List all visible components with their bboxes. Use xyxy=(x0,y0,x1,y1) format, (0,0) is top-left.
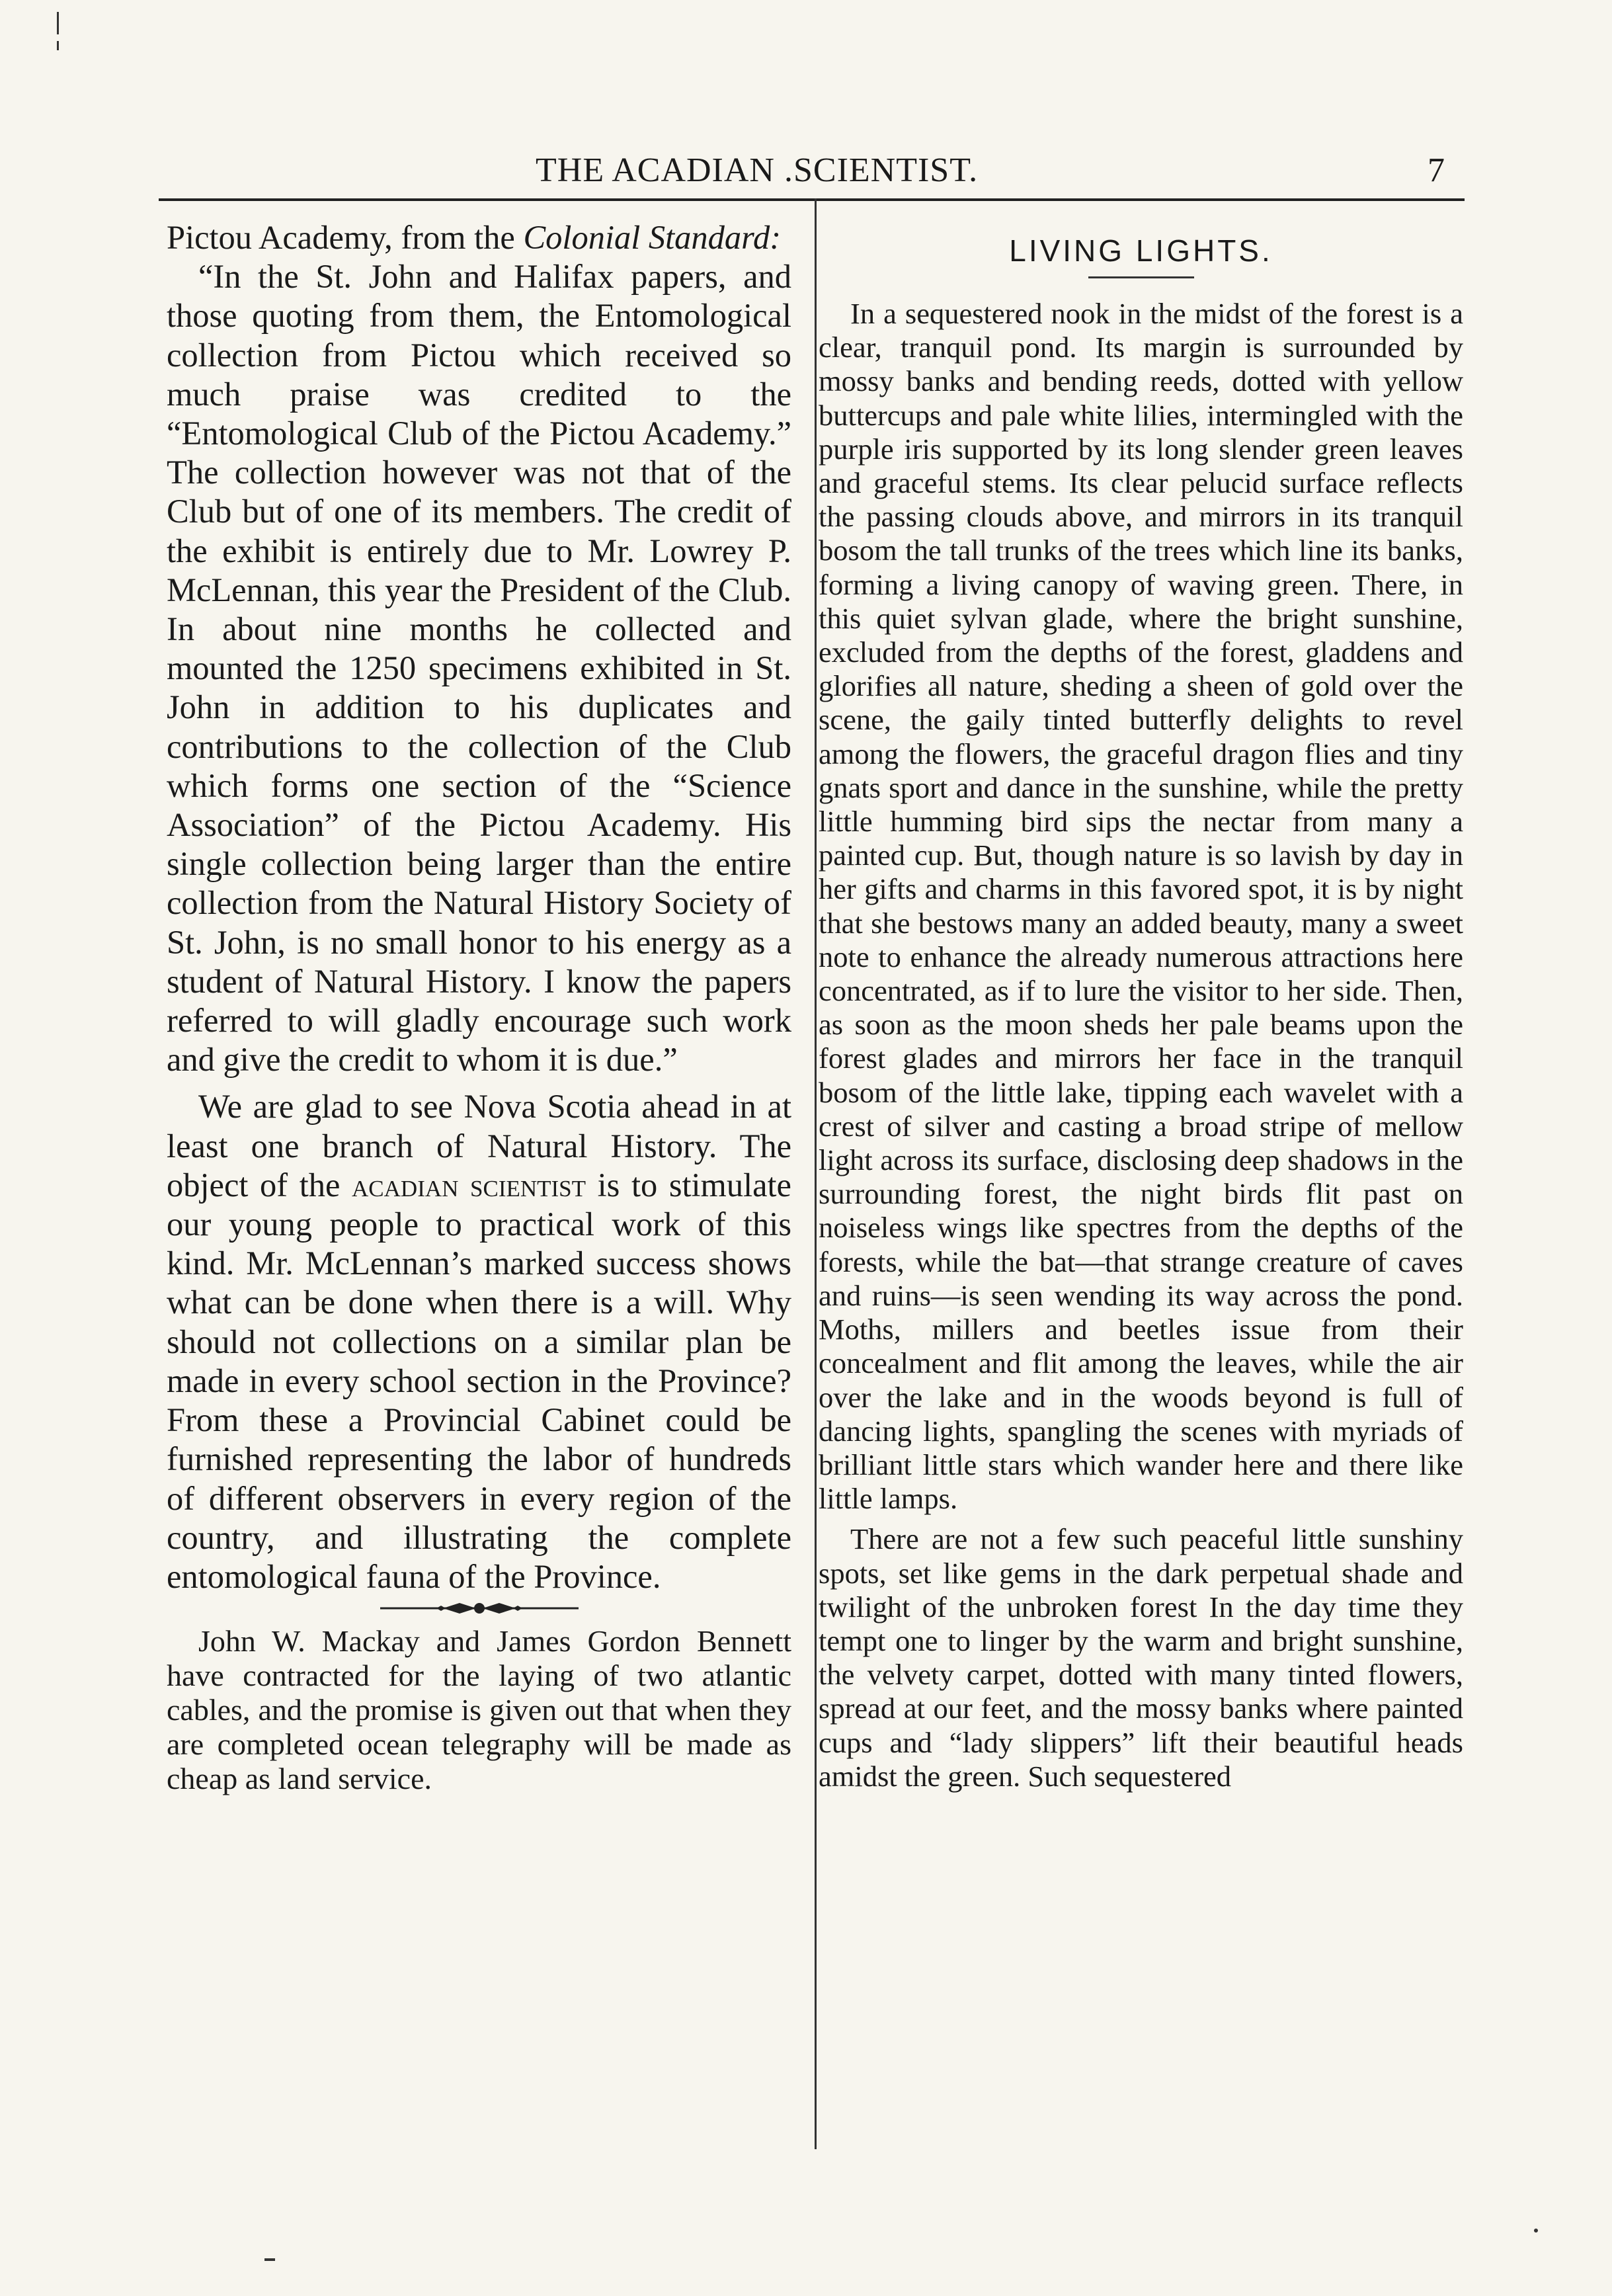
ornament-divider xyxy=(380,1600,579,1616)
scan-mark xyxy=(57,12,59,34)
news-note: John W. Mackay and James Gordon Bennett have contracted for the laying of two atlantic cables, and the promise is given out that when they are completed ocean telegraphy will be made as cheap as land service. xyxy=(167,1624,791,1796)
scan-mark xyxy=(264,2258,275,2261)
editorial-text-start: We are glad to see Nova Scotia ahead in at least one branch of Natural History. The object of the xyxy=(167,1088,791,1204)
page-number: 7 xyxy=(1428,151,1445,189)
left-column xyxy=(167,218,791,1796)
article-paragraph-1: In a sequestered nook in the midst of the forest is a clear, tranquil pond. Its margin is surrounded by mossy banks and bending reeds, dotted with yellow buttercups and pale white lilies, intermingled with the purple iris supported by its long slender green leaves and graceful stems. Its clear pelucid surface reflects the passing clouds above, and mirrors in its tranquil bosom the tall trunks of the trees which line its banks, forming a living canopy of waving green. There, in this quiet sylvan glade, where the bright sunshine, excluded from the depths of the forest, gladdens and glorifies all nature, sheding a sheen of gold over the scene, the gaily tinted butterfly delights to revel among the flowers, the graceful dragon flies and tiny gnats sport and dance in the sunshine, while the pretty little humming bird sips the nectar from many a painted cup. But, though nature is so lavish by day in her gifts and charms in this favored spot, it is by night that she bestows many an added beauty, many a sweet note to enhance the already numerous attractions here concentrated, as if to lure the visitor to her side. Then, as soon as the moon sheds her pale beams upon the forest glades and mirrors her face in the tranquil bosom of the little lake, tipping each wavelet with a crest of silver and casting a broad stripe of mellow light across its surface, disclosing deep shadows in the surrounding forest, the night birds flit past on noiseless wings like spectres from the depths of the forests, while the bat—that strange creature of caves and ruins—is seen wending its way across the pond. Moths, millers and beetles issue from their concealment and flit among the leaves, while the air over the lake and in the woods beyond is full of dancing lights, spangling the scenes with myriads of brilliant little stars which wander here and there like little lamps. xyxy=(819,297,1463,1516)
right-column xyxy=(819,218,1463,1793)
header-rule xyxy=(159,198,1465,201)
journal-name: acadian scientist xyxy=(352,1166,586,1204)
title-rule xyxy=(1088,276,1194,278)
column-divider xyxy=(815,198,817,2149)
scan-mark xyxy=(1534,2229,1538,2233)
intro-text: Pictou Academy, from the xyxy=(167,219,524,256)
quoted-paragraph: “In the St. John and Halifax papers, and those quoting from them, the Entomological collection from Pictou which received so much praise was credited to the “Entomological Club of the Pictou Academy.” The collection however was not that of the Club but of one of its members. The credit of the exhibit is entirely due to Mr. Lowrey P. McLennan, this year the President of the Club. In about nine months he collected and mounted the 1250 specimens exhibited in St. John in addition to his duplicates and contributions to the collection of the Club which forms one section of the “Science Association” of the Pictou Academy. His single collection being larger than the entire collection from the Natural History Society of St. John, is no small honor to his energy as a student of Natural History. I know the papers referred to will gladly encourage such work and give the credit to whom it is due.” xyxy=(167,258,791,1079)
article-title: LIVING LIGHTS. xyxy=(1009,233,1273,268)
page-header xyxy=(159,151,1465,197)
scan-mark xyxy=(57,41,59,50)
intro-line xyxy=(167,218,791,257)
running-title: THE ACADIAN .SCIENTIST. xyxy=(536,151,979,189)
source-name: Colonial Standard: xyxy=(523,219,782,256)
article-paragraph-2: There are not a few such peaceful little sunshiny spots, set like gems in the dark perpetual shade and twilight of the unbroken forest In the day time they tempt one to linger by the warm and bright sunshine, the velvety carpet, dotted with many tinted flowers, spread at our feet, and the mossy banks where painted cups and “lady slippers” lift their beautiful heads amidst the green. Such sequestered xyxy=(819,1522,1463,1793)
editorial-paragraph xyxy=(167,1087,791,1596)
editorial-text-end: is to stimulate our young people to practical work of this kind. Mr. McLennan’s marked success shows what can be done when there is a will. Why should not collections on a similar plan be made in every school section in the Province? From these a Provincial Cabinet could be furnished representing the labor of hundreds of different observers in every region of the country, and illustrating the complete entomological fauna of the Province. xyxy=(167,1166,791,1595)
